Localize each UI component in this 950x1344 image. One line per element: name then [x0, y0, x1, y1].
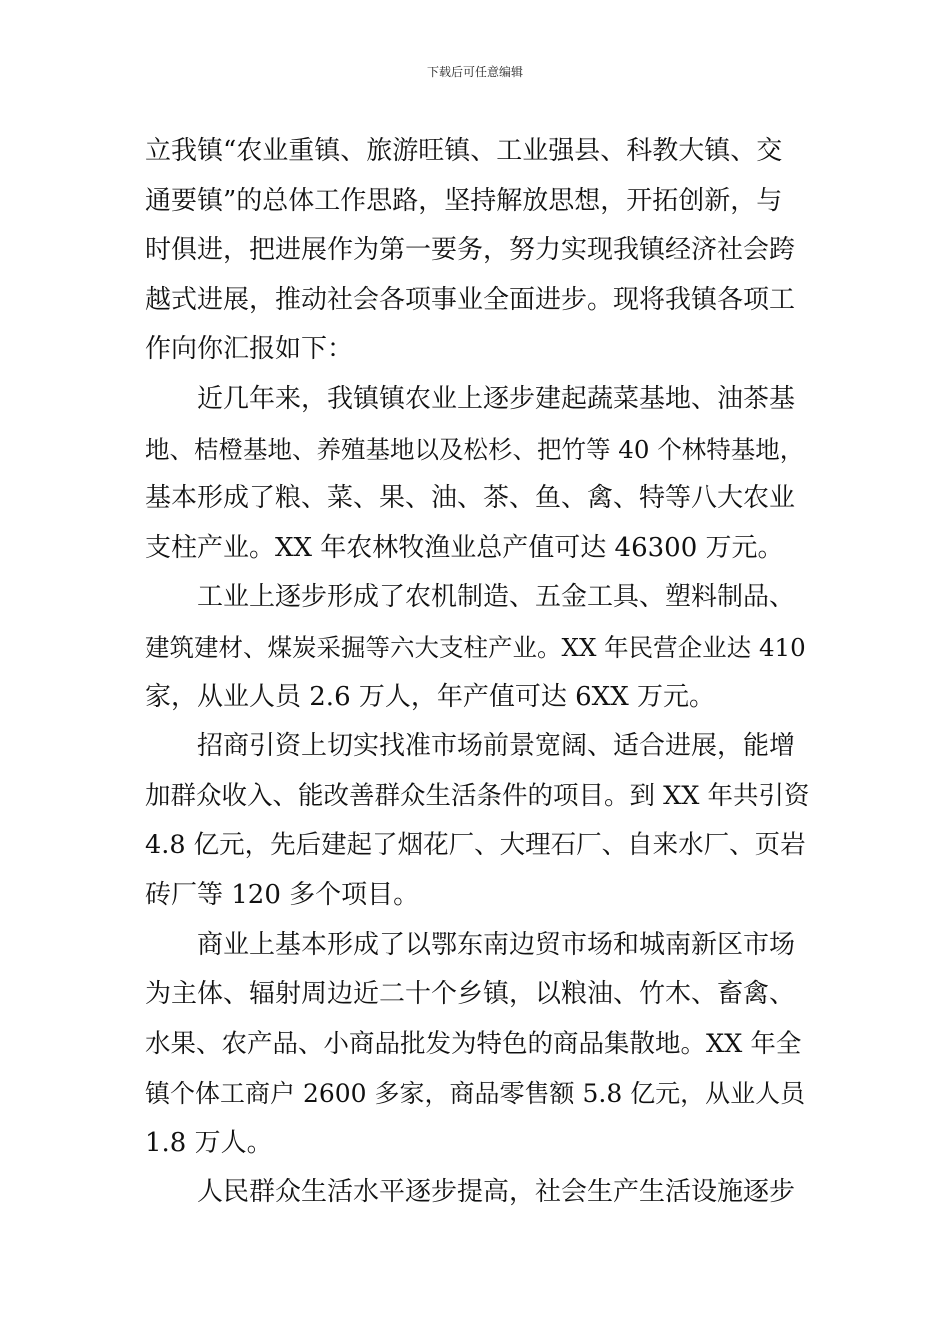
text-line: 支柱产业。XX 年农林牧渔业总产值可达 46300 万元。 — [145, 532, 784, 563]
text-line: 越式进展，推动社会各项事业全面进步。现将我镇各项工 — [145, 284, 796, 315]
text-line: 基本形成了粮、菜、果、油、茶、鱼、禽、特等八大农业 — [145, 483, 796, 514]
text-line: 近几年来，我镇镇农业上逐步建起蔬菜基地、油茶基 — [197, 383, 796, 414]
text-line: 1.8 万人。 — [145, 1127, 273, 1158]
text-line: 地、桔橙基地、养殖基地以及松杉、把竹等 40 个林特基地， — [145, 434, 805, 464]
text-line: 立我镇“农业重镇、旅游旺镇、工业强县、科教大镇、交 — [145, 136, 783, 166]
page-header: 下载后可任意编辑 — [426, 65, 523, 79]
text-line: 砖厂等 120 多个项目。 — [145, 879, 420, 910]
text-line: 招商引资上切实找准市场前景宽阔、适合进展，能增 — [197, 731, 796, 762]
text-line: 加群众收入、能改善群众生活条件的项目。到 XX 年共引资 — [145, 780, 810, 811]
text-line: 镇个体工商户 2600 多家，商品零售额 5.8 亿元，从业人员 — [145, 1079, 806, 1109]
text-line: 作向你汇报如下： — [145, 334, 354, 365]
text-line: 商业上基本形成了以鄂东南边贸市场和城南新区市场 — [197, 929, 796, 960]
text-line: 通要镇”的总体工作思路，坚持解放思想，开拓创新，与 — [145, 185, 783, 216]
document-body — [145, 127, 810, 1218]
text-line: 时俱进，把进展作为第一要务，努力实现我镇经济社会跨 — [145, 235, 796, 266]
text-line: 人民群众生活水平逐步提高，社会生产生活设施逐步 — [197, 1177, 796, 1208]
text-line: 水果、农产品、小商品批发为特色的商品集散地。XX 年全 — [145, 1028, 802, 1059]
text-line: 4.8 亿元，先后建起了烟花厂、大理石厂、自来水厂、页岩 — [145, 830, 806, 861]
text-line: 工业上逐步形成了农机制造、五金工具、塑料制品、 — [197, 582, 796, 613]
text-line: 为主体、辐射周边近二十个乡镇，以粮油、竹木、畜禽、 — [145, 979, 796, 1010]
text-line: 建筑建材、煤炭采掘等六大支柱产业。XX 年民营企业达 410 — [145, 632, 806, 662]
text-line: 家，从业人员 2.6 万人，年产值可达 6XX 万元。 — [145, 681, 715, 712]
